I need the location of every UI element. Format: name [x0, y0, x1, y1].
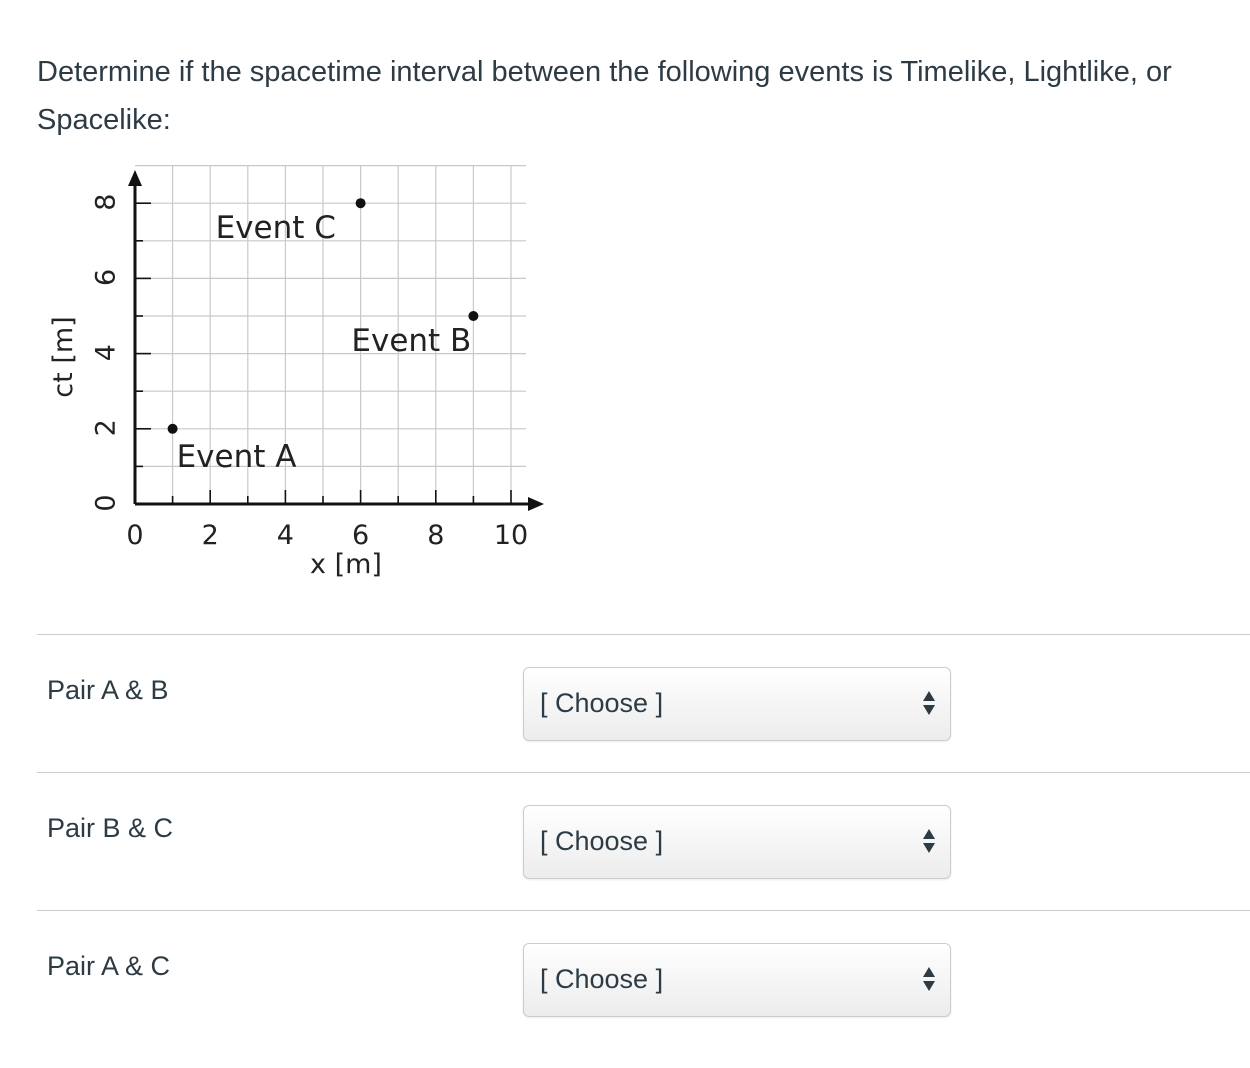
- select-value: [ Choose ]: [540, 964, 664, 994]
- x-tick-label: 2: [201, 520, 219, 551]
- event-label: Event B: [351, 323, 472, 359]
- event-label: Event C: [215, 210, 336, 247]
- question-text: Determine if the spacetime interval between the following events is Timelike, Lightlike, or Spacelike:: [37, 56, 1172, 136]
- x-tick-label: 10: [493, 520, 529, 551]
- x-tick-label: 4: [276, 520, 294, 551]
- event-label: Event A: [176, 438, 297, 475]
- pair-b-c-select[interactable]: [523, 805, 951, 879]
- answer-row-a-b: [37, 634, 1250, 773]
- spacetime-diagram: [40, 162, 560, 597]
- up-down-arrows-icon: [922, 966, 936, 992]
- event-point: [356, 198, 366, 208]
- x-tick-label: 6: [352, 520, 370, 551]
- x-tick-label: 8: [427, 520, 445, 551]
- pair-a-b-select[interactable]: [523, 667, 951, 741]
- y-tick-label: 0: [90, 494, 122, 512]
- event-point: [468, 311, 478, 321]
- axis-tick-labels: [91, 194, 529, 551]
- row-label: Pair B & C: [47, 813, 174, 843]
- x-tick-label: 0: [126, 520, 144, 551]
- event-point: [168, 424, 178, 434]
- select-value: [ Choose ]: [540, 826, 664, 856]
- up-down-arrows-icon: [922, 690, 936, 716]
- y-tick-label: 4: [90, 344, 122, 362]
- row-label: Pair A & B: [47, 675, 169, 705]
- x-axis-label: x [m]: [310, 549, 382, 580]
- y-tick-label: 8: [90, 193, 122, 211]
- pair-a-c-select[interactable]: [523, 943, 951, 1017]
- up-down-arrows-icon: [922, 828, 936, 854]
- row-label: Pair A & C: [47, 951, 171, 981]
- answer-row-b-c: [37, 772, 1250, 911]
- select-value: [ Choose ]: [540, 688, 664, 718]
- y-tick-label: 2: [90, 419, 122, 437]
- y-axis-label: ct [m]: [48, 316, 79, 398]
- answer-row-a-c: [37, 910, 1250, 1049]
- y-tick-label: 6: [90, 268, 122, 286]
- x-axis-arrow: [528, 497, 544, 511]
- y-axis-arrow: [128, 170, 142, 186]
